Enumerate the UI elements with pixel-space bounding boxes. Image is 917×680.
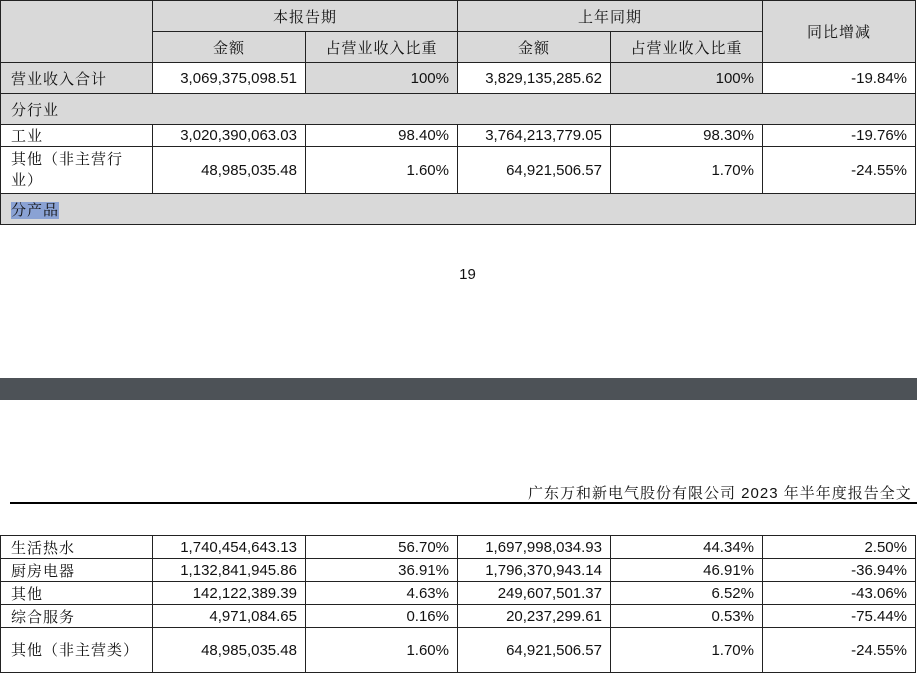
row-label: 厨房电器	[1, 559, 153, 582]
section-label-by-product	[1, 194, 916, 225]
cell-prior-share: 44.34%	[611, 536, 763, 559]
cell-prior-share: 100%	[611, 63, 763, 94]
selected-text-highlight[interactable]: 分产品	[11, 201, 60, 219]
row-label: 生活热水	[1, 536, 153, 559]
cell-current-amount: 48,985,035.48	[153, 628, 306, 673]
header-current-amount: 金额	[153, 32, 306, 63]
header-prior-period: 上年同期	[458, 1, 763, 32]
row-label: 综合服务	[1, 605, 153, 628]
cell-yoy: -19.84%	[763, 63, 916, 94]
cell-prior-amount: 20,237,299.61	[458, 605, 611, 628]
table-row	[1, 582, 916, 605]
header-rule	[10, 502, 917, 504]
cell-prior-amount: 64,921,506.57	[458, 147, 611, 194]
cell-prior-share: 1.70%	[611, 628, 763, 673]
cell-current-amount: 3,069,375,098.51	[153, 63, 306, 94]
row-label: 其他（非主营类）	[1, 628, 153, 673]
row-label: 营业收入合计	[1, 63, 153, 94]
section-label-by-industry: 分行业	[1, 94, 916, 125]
table-row	[1, 628, 916, 673]
document-running-header: 广东万和新电气股份有限公司 2023 年半年度报告全文	[528, 485, 912, 502]
row-label: 其他（非主营行业）	[1, 147, 153, 194]
table-row	[1, 605, 916, 628]
cell-prior-amount: 1,697,998,034.93	[458, 536, 611, 559]
cell-current-share: 36.91%	[306, 559, 458, 582]
cell-current-share: 56.70%	[306, 536, 458, 559]
cell-current-amount: 1,132,841,945.86	[153, 559, 306, 582]
cell-current-amount: 48,985,035.48	[153, 147, 306, 194]
table-row-total	[1, 63, 916, 94]
cell-current-amount: 4,971,084.65	[153, 605, 306, 628]
cell-prior-share: 1.70%	[611, 147, 763, 194]
revenue-table-top	[0, 0, 916, 225]
cell-prior-amount: 3,829,135,285.62	[458, 63, 611, 94]
header-current-period: 本报告期	[153, 1, 458, 32]
cell-prior-amount: 249,607,501.37	[458, 582, 611, 605]
page-number: 19	[459, 266, 476, 283]
cell-current-share: 98.40%	[306, 125, 458, 147]
cell-yoy: -36.94%	[763, 559, 916, 582]
cell-prior-amount: 1,796,370,943.14	[458, 559, 611, 582]
section-row-product	[1, 194, 916, 225]
row-label: 工业	[1, 125, 153, 147]
section-row-industry	[1, 94, 916, 125]
cell-yoy: -75.44%	[763, 605, 916, 628]
cell-current-share: 100%	[306, 63, 458, 94]
cell-yoy: -24.55%	[763, 628, 916, 673]
header-current-share: 占营业收入比重	[306, 32, 458, 63]
page-separator	[0, 378, 917, 400]
cell-prior-amount: 3,764,213,779.05	[458, 125, 611, 147]
cell-yoy: -19.76%	[763, 125, 916, 147]
cell-prior-share: 98.30%	[611, 125, 763, 147]
cell-current-amount: 1,740,454,643.13	[153, 536, 306, 559]
cell-yoy: -24.55%	[763, 147, 916, 194]
cell-current-share: 0.16%	[306, 605, 458, 628]
header-prior-amount: 金额	[458, 32, 611, 63]
header-yoy-change: 同比增减	[763, 1, 916, 63]
header-blank-cell	[1, 1, 153, 63]
cell-prior-share: 0.53%	[611, 605, 763, 628]
cell-prior-share: 46.91%	[611, 559, 763, 582]
cell-yoy: -43.06%	[763, 582, 916, 605]
cell-current-amount: 3,020,390,063.03	[153, 125, 306, 147]
cell-prior-amount: 64,921,506.57	[458, 628, 611, 673]
revenue-table-bottom	[0, 535, 916, 673]
row-label: 其他	[1, 582, 153, 605]
cell-current-amount: 142,122,389.39	[153, 582, 306, 605]
cell-current-share: 4.63%	[306, 582, 458, 605]
table-row	[1, 559, 916, 582]
cell-prior-share: 6.52%	[611, 582, 763, 605]
cell-current-share: 1.60%	[306, 628, 458, 673]
table-row	[1, 147, 916, 194]
table-row	[1, 536, 916, 559]
header-prior-share: 占营业收入比重	[611, 32, 763, 63]
table-row	[1, 125, 916, 147]
cell-yoy: 2.50%	[763, 536, 916, 559]
cell-current-share: 1.60%	[306, 147, 458, 194]
